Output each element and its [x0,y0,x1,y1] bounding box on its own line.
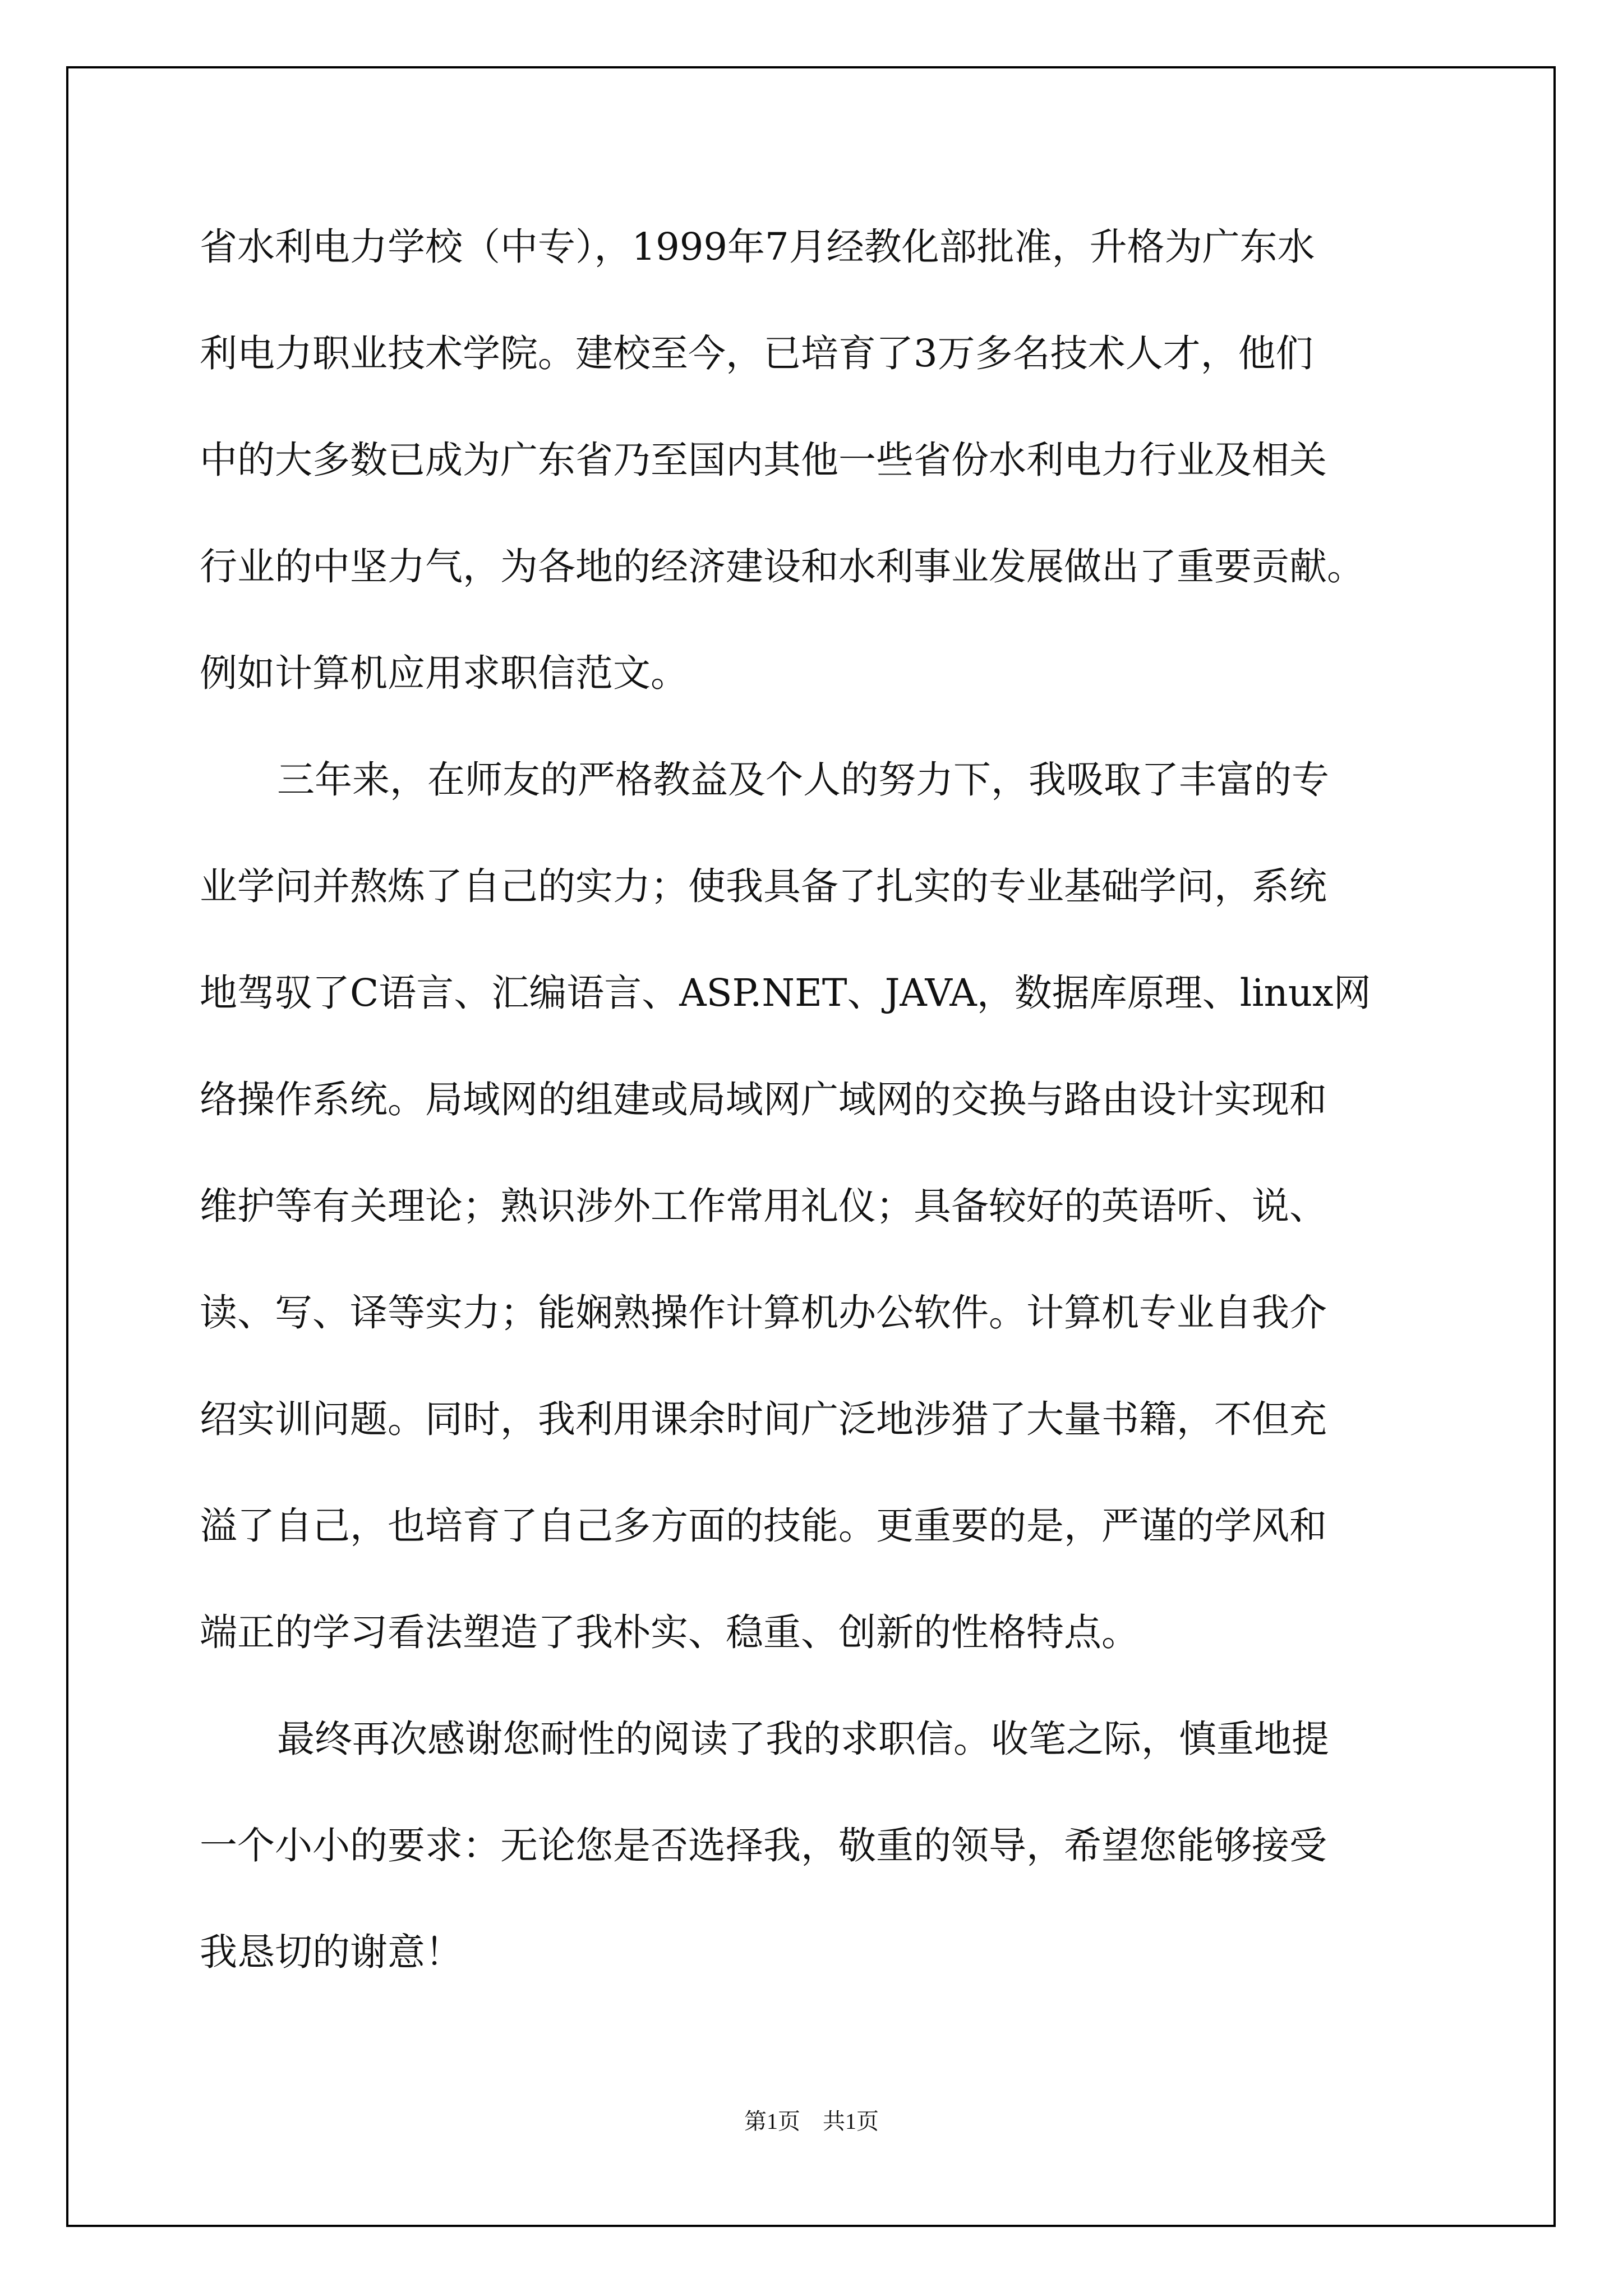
text-line: 中的大多数已成为广东省乃至国内其他一些省份水利电力行业及相关 [200,438,1327,482]
text-line: 一个小小的要求：无论您是否选择我，敬重的领导，希望您能够接受 [200,1824,1327,1867]
text-line: 绍实训问题。同时，我利用课余时间广泛地涉猎了大量书籍，不但充 [200,1397,1327,1441]
text-line: 省水利电力学校（中专），1999年7月经教化部批准，升格为广东水 [200,225,1315,269]
text-line: 络操作系统。局域网的组建或局域网广域网的交换与路由设计实现和 [200,1078,1327,1121]
paragraph-3 [200,1703,1433,2022]
text-line: 利电力职业技术学院。建校至今，已培育了3万多名技术人才，他们 [200,332,1313,375]
text-line: 端正的学习看法塑造了我朴实、稳重、创新的性格特点。 [200,1611,1139,1654]
text-line: 维护等有关理论；熟识涉外工作常用礼仪；具备较好的英语听、说、 [200,1184,1327,1228]
document-body [200,210,1433,2022]
paragraph-1 [200,210,1433,743]
text-line: 我恳切的谢意！ [200,1930,463,1974]
text-line: 读、写、译等实力；能娴熟操作计算机办公软件。计算机专业自我介 [200,1291,1327,1335]
text-line: 地驾驭了C语言、汇编语言、ASP.NET、JAVA，数据库原理、linux网 [200,971,1371,1015]
text-line: 最终再次感谢您耐性的阅读了我的求职信。收笔之际，慎重地提 [277,1717,1329,1761]
text-line: 行业的中坚力气，为各地的经济建设和水利事业发展做出了重要贡献。 [200,545,1364,588]
text-line: 三年来，在师友的严格教益及个人的努力下，我吸取了丰富的专 [277,758,1329,802]
text-line: 例如计算机应用求职信范文。 [200,651,688,695]
text-line: 溢了自己，也培育了自己多方面的技能。更重要的是，严谨的学风和 [200,1504,1327,1548]
text-line: 业学问并熬炼了自己的实力；使我具备了扎实的专业基础学问，系统 [200,864,1327,908]
paragraph-2 [200,743,1433,1703]
page-number-footer: 第1页 共1页 [744,2109,879,2134]
